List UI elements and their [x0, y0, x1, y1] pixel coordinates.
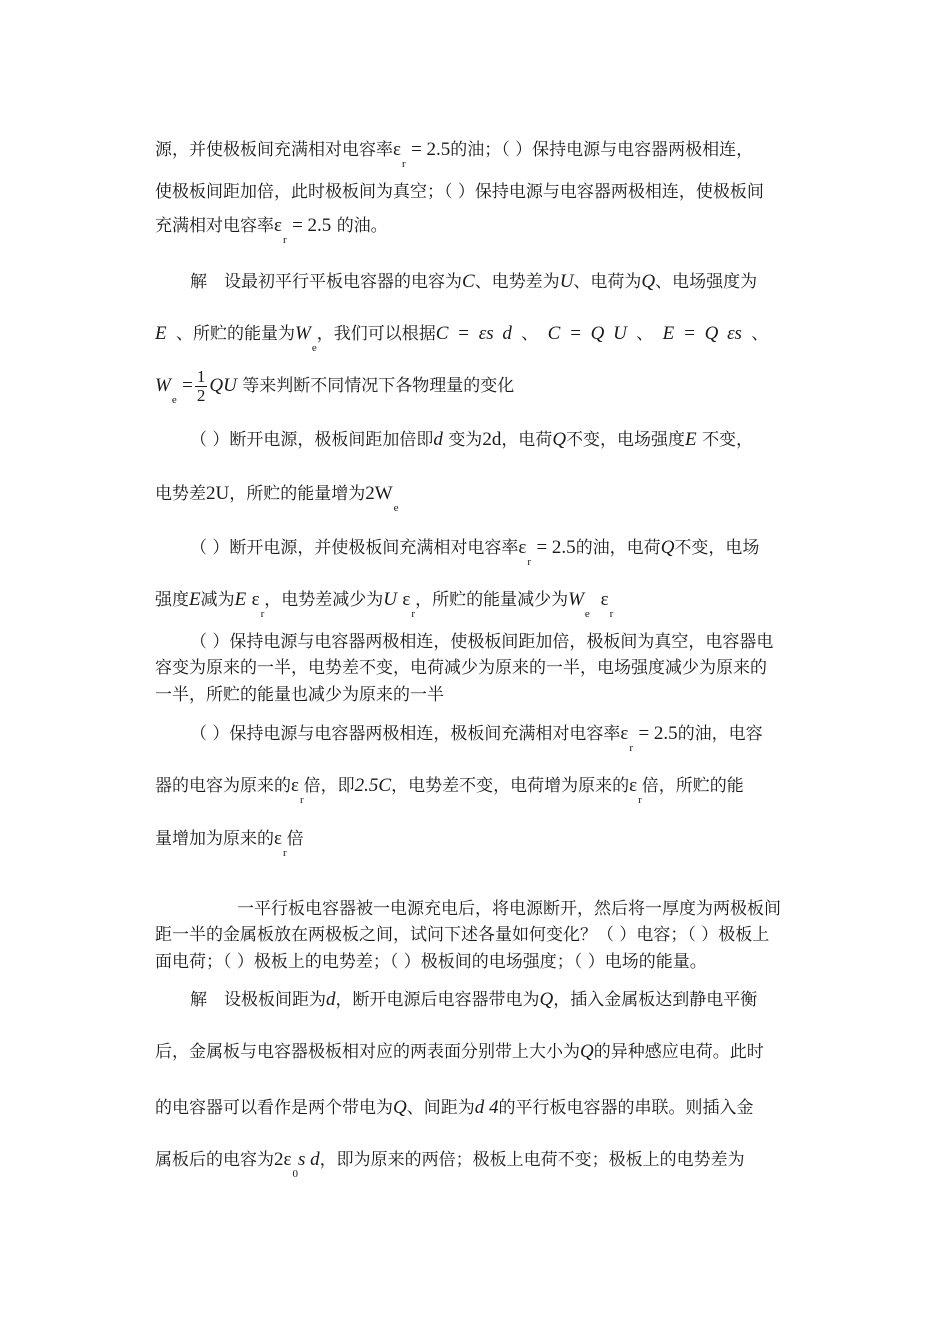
case-2-line-2: 强度E减为E $\varepsilon_r$，电势差减少为U $\varepsilon_r$，所贮的能量减少为$W_e$ $\varepsilon_r$ — [155, 589, 614, 620]
solution-line-1: 解 设最初平行平板电容器的电容为C、电势差为U、电荷为Q、电场强度为 — [190, 271, 758, 292]
text-line-3: 充满相对电容率$\varepsilon_r = 2.5$ 的油。 — [155, 215, 388, 246]
solution-line-2: E 、所贮的能量为$W_e$，我们可以根据C = εs d 、 C = Q U 、 E = Q εs 、 — [155, 323, 769, 354]
solution2-line-3: 的电容器可以看作是两个带电为Q、间距为d 4的平行板电容器的串联。则插入金 — [155, 1097, 754, 1118]
problem-line-1: 一平行板电容器被一电源充电后，将电源断开，然后将一厚度为两极板间 — [237, 899, 781, 919]
solution2-line-1: 解 设极板间距为d，断开电源后电容器带电为Q，插入金属板达到静电平衡 — [190, 989, 758, 1010]
text-line-2: 使极板间距加倍，此时极板间为真空；（ ）保持电源与电容器两极相连，使极板间 — [155, 182, 764, 202]
text-line-1: 源，并使极板间充满相对电容率$\varepsilon_r = 2.5$的油；（ ）保持电源与电容器两极相连， — [155, 139, 754, 170]
solution-line-3: $W_e$ = $\frac{1}{2}$ QU 等来判断不同情况下各物理量的变化 — [155, 367, 515, 406]
problem-line-3: 面电荷；（ ）极板上的电势差；（ ）极板间的电场强度；（ ）电场的能量。 — [155, 952, 707, 972]
case-4-line-2: 器的电容为原来的$\varepsilon_r$倍，即2.5C，电势差不变，电荷增为原来的$\varepsilon_r$倍，所贮的能 — [155, 775, 744, 806]
case-4-line-1: （ ）保持电源与电容器两极相连，极板间充满相对电容率$\varepsilon_r = 2.5$的油，电容 — [190, 723, 763, 754]
case-3-line-1: （ ）保持电源与电容器两极相连，使极板间距加倍，极板间为真空，电容器电 — [190, 632, 774, 652]
case-3-line-2: 容变为原来的一半，电势差不变，电荷减少为原来的一半，电场强度减少为原来的 — [155, 658, 767, 678]
case-3-line-3: 一半，所贮的能量也减少为原来的一半 — [155, 685, 444, 705]
fraction-half: $\frac{1}{2}$ — [196, 367, 206, 405]
case-1-line-2: 电势差2U，所贮的能量增为$2W_e$ — [155, 483, 399, 514]
solution2-line-4: 属板后的电容为$2\varepsilon_0s$ d，即为原来的两倍；极板上电荷不变；极板上的电势差为 — [155, 1149, 745, 1180]
case-4-line-3: 量增加为原来的$\varepsilon_r$倍 — [155, 828, 304, 859]
solution2-line-2: 后，金属板与电容器极板相对应的两表面分别带上大小为Q的异种感应电荷。此时 — [155, 1041, 764, 1062]
problem-line-2: 距一半的金属板放在两极板之间，试问下述各量如何变化？（ ）电容；（ ）极板上 — [155, 925, 770, 945]
case-1-line-1: （ ）断开电源，极板间距加倍即d 变为2d，电荷Q不变，电场强度E 不变， — [190, 429, 754, 450]
case-2-line-1: （ ）断开电源，并使极板间充满相对电容率$\varepsilon_r = 2.5$的油，电荷Q不变，电场 — [190, 537, 760, 568]
